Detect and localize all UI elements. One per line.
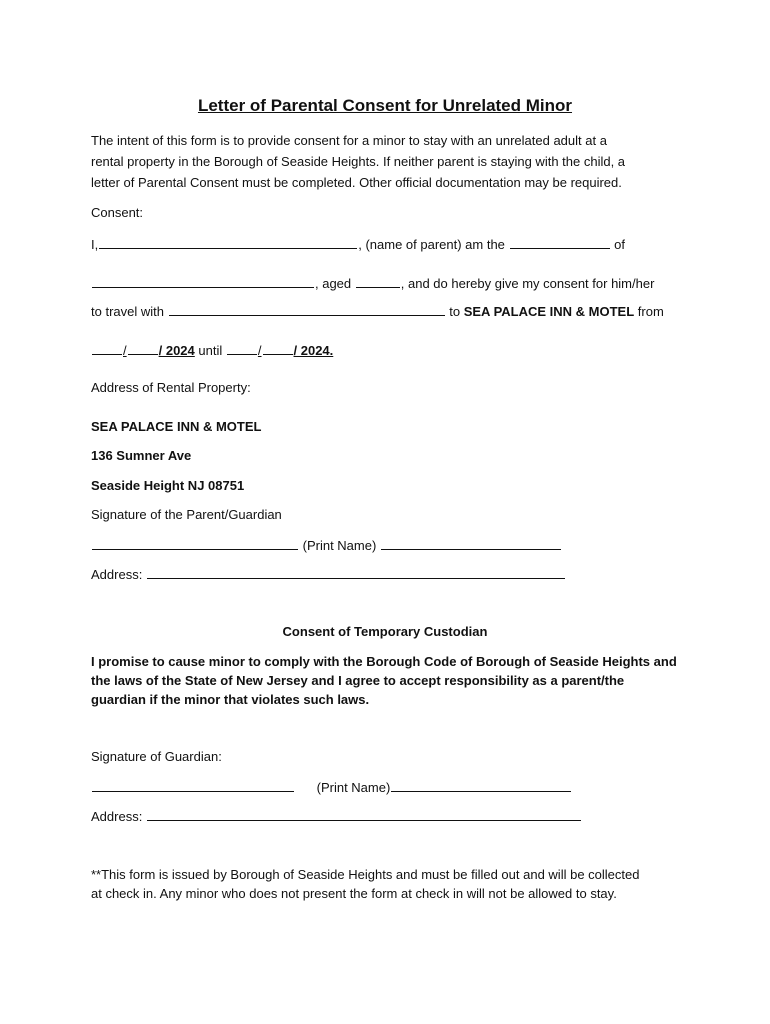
- custodian-text-line-1: I promise to cause minor to comply with the Borough Code of Borough of Seaside Heights and: [91, 654, 677, 669]
- travel-companion-blank[interactable]: [169, 303, 445, 316]
- parent-print-name-label: (Print Name): [302, 538, 377, 553]
- date-sep-1: /: [123, 343, 127, 358]
- parent-name-blank[interactable]: [99, 236, 357, 249]
- relationship-blank[interactable]: [510, 236, 610, 249]
- guardian-signature-blank[interactable]: [92, 779, 294, 792]
- guardian-print-name-blank[interactable]: [391, 779, 571, 792]
- parent-address-line: [91, 566, 566, 583]
- footer-line-1: **This form is issued by Borough of Seaside Heights and must be filled out and will be collected: [91, 867, 640, 882]
- custodian-text-line-3: guardian if the minor that violates such laws.: [91, 692, 370, 707]
- date-line: [91, 342, 333, 359]
- guardian-signature-line: [91, 779, 572, 796]
- end-year-text: / 2024.: [293, 343, 334, 358]
- rental-name: SEA PALACE INN & MOTEL: [91, 419, 262, 434]
- parent-name-line: [91, 236, 625, 253]
- name-of-parent-text: , (name of parent) am the: [358, 237, 505, 252]
- to-text: to: [449, 304, 461, 319]
- start-year-text: / 2024: [158, 343, 195, 358]
- guardian-address-label: Address:: [91, 809, 143, 824]
- travel-line: [91, 303, 664, 320]
- rental-address-label: Address of Rental Property:: [91, 380, 251, 395]
- minor-name-blank[interactable]: [92, 275, 314, 288]
- start-day-blank[interactable]: [128, 342, 158, 355]
- intro-line-2: rental property in the Borough of Seaside Heights. If neither parent is staying with the child, a: [91, 154, 626, 169]
- intro-line-3: letter of Parental Consent must be completed. Other official documentation may be required.: [91, 175, 622, 190]
- aged-text: , aged: [315, 276, 352, 291]
- intro-line-1: The intent of this form is to provide consent for a minor to stay with an unrelated adult at a: [91, 133, 607, 148]
- consent-give-text: , and do hereby give my consent for him/her: [400, 276, 655, 291]
- form-title: Letter of Parental Consent for Unrelated Minor: [197, 96, 573, 115]
- minor-name-line: [91, 275, 654, 292]
- guardian-print-name-label: (Print Name): [316, 780, 391, 795]
- parent-signature-blank[interactable]: [92, 537, 298, 550]
- custodian-heading: Consent of Temporary Custodian: [282, 624, 488, 639]
- rental-city: Seaside Height NJ 08751: [91, 478, 245, 493]
- of-text: of: [614, 237, 626, 252]
- motel-name-inline: SEA PALACE INN & MOTEL: [463, 304, 635, 319]
- parent-address-blank[interactable]: [147, 566, 565, 579]
- until-text: until: [198, 343, 223, 358]
- guardian-signature-label: Signature of Guardian:: [91, 749, 222, 764]
- parent-signature-label: Signature of the Parent/Guardian: [91, 507, 282, 522]
- footer-line-2: at check in. Any minor who does not present the form at check in will not be allowed to stay.: [91, 886, 617, 901]
- travel-with-text: to travel with: [91, 304, 164, 319]
- guardian-address-blank[interactable]: [147, 808, 581, 821]
- parent-signature-line: [91, 537, 562, 554]
- parent-print-name-blank[interactable]: [381, 537, 561, 550]
- i-prefix: I,: [91, 237, 99, 252]
- rental-street: 136 Sumner Ave: [91, 448, 192, 463]
- end-day-blank[interactable]: [263, 342, 293, 355]
- age-blank[interactable]: [356, 275, 400, 288]
- start-month-blank[interactable]: [92, 342, 122, 355]
- end-month-blank[interactable]: [227, 342, 257, 355]
- parent-address-label: Address:: [91, 567, 143, 582]
- from-text: from: [637, 304, 664, 319]
- guardian-address-line: [91, 808, 582, 825]
- consent-label: Consent:: [91, 205, 144, 220]
- custodian-text-line-2: the laws of the State of New Jersey and I agree to accept responsibility as a parent/the: [91, 673, 625, 688]
- date-sep-2: /: [257, 343, 262, 358]
